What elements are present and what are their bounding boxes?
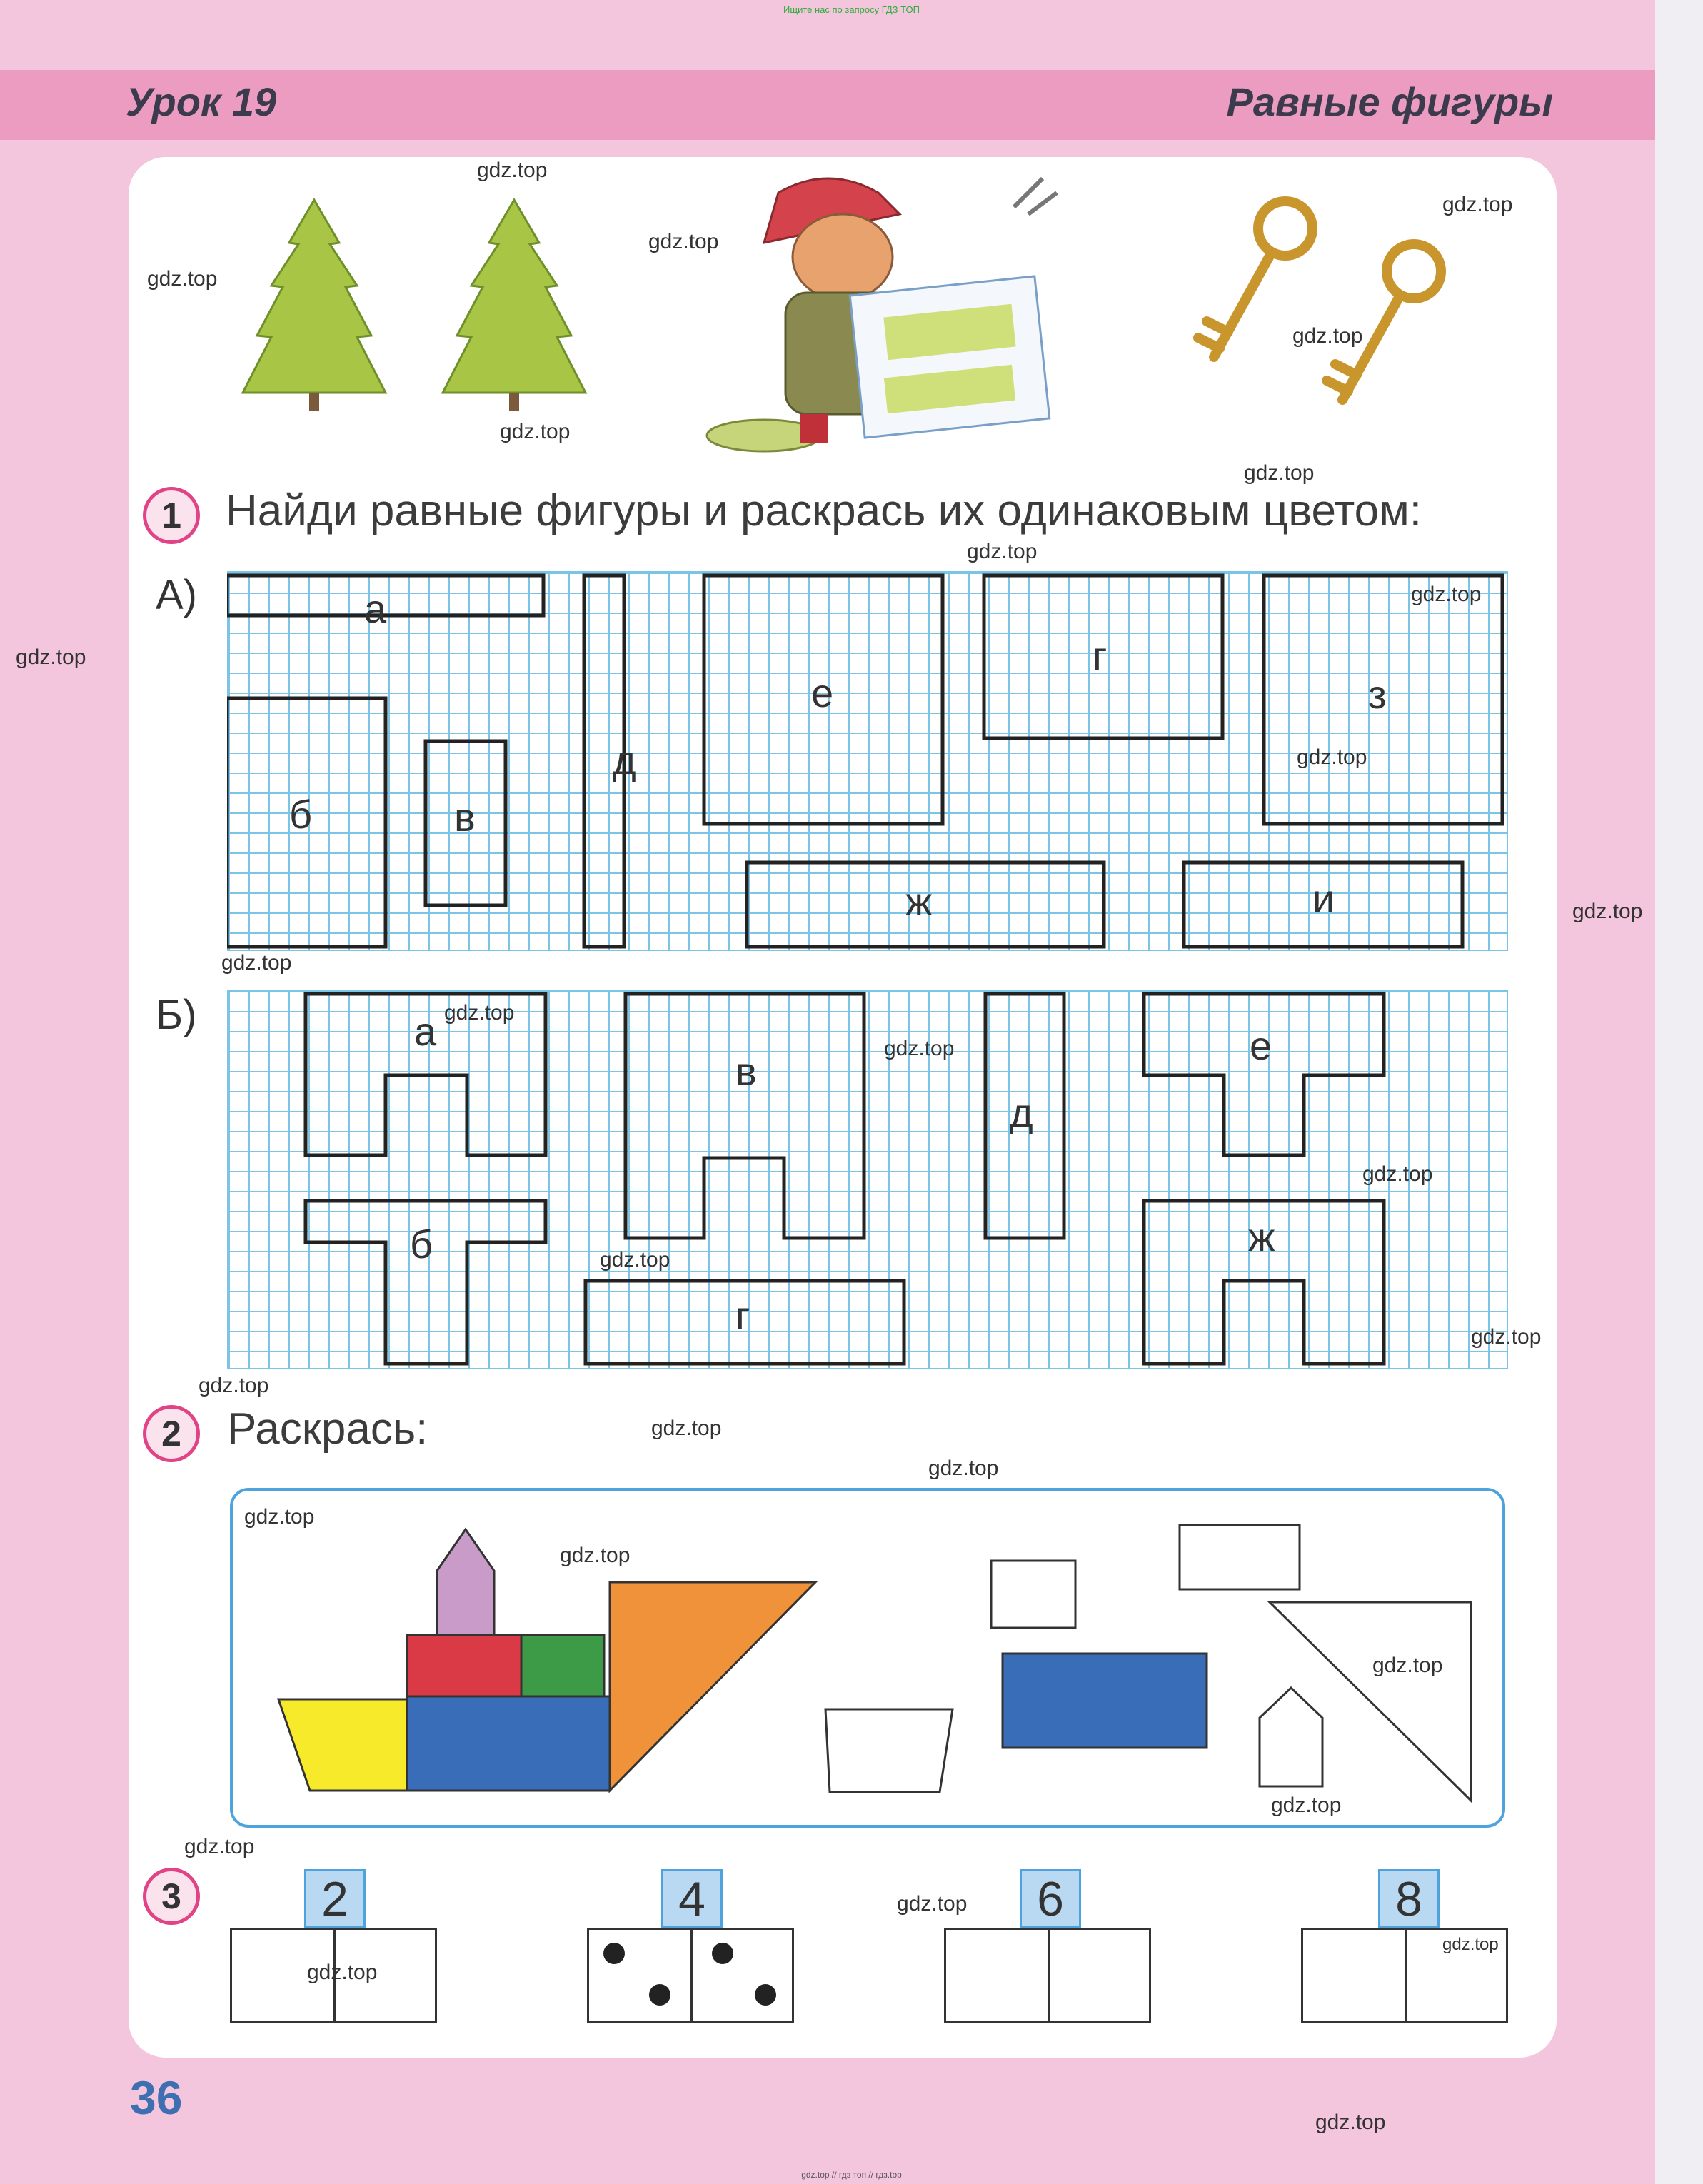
label-b-zh: ж (1248, 1214, 1275, 1259)
shape-b-e (1144, 994, 1384, 1155)
part-a-label: А) (156, 572, 197, 618)
watermark: gdz.top (1244, 461, 1315, 485)
bottom-note: gdz.top // гдз топ // гдз.top (801, 2170, 902, 2180)
watermark: gdz.top (1471, 1325, 1542, 1349)
blue-rect (1003, 1654, 1207, 1748)
watermark: gdz.top (221, 951, 292, 975)
outline-rect-small (991, 1561, 1075, 1628)
label-b-a: а (414, 1009, 437, 1054)
watermark: gdz.top (1411, 583, 1482, 606)
boat-green-block (521, 1635, 604, 1696)
label-a-zh: ж (905, 879, 933, 924)
watermark: gdz.top (1297, 745, 1367, 769)
watermark: gdz.top (651, 1416, 722, 1440)
label-b-v: в (735, 1049, 757, 1094)
label-a-v: в (454, 795, 476, 840)
watermark: gdz.top (1372, 1654, 1443, 1677)
label-a-d: д (613, 738, 636, 782)
watermark: gdz.top (1442, 1935, 1499, 1954)
page-edge (1655, 0, 1703, 2184)
domino-dot (755, 1984, 776, 2006)
watermark: gdz.top (928, 1456, 999, 1480)
boat-orange-sail (610, 1582, 815, 1791)
watermark: gdz.top (244, 1505, 315, 1529)
watermark: gdz.top (897, 1892, 968, 1916)
domino-dot (603, 1943, 625, 1964)
watermark: gdz.top (600, 1248, 670, 1272)
page-number: 36 (130, 2071, 183, 2124)
watermark: gdz.top (648, 230, 719, 253)
boat-blue-hull (407, 1696, 610, 1791)
label-a-z: з (1368, 672, 1387, 717)
boat-chimney (437, 1529, 494, 1635)
watermark: gdz.top (184, 1835, 255, 1858)
domino-4[interactable] (587, 1928, 794, 2023)
watermark: gdz.top (967, 540, 1038, 563)
lesson-title: Урок 19 (126, 79, 277, 124)
watermark: gdz.top (1271, 1793, 1342, 1817)
top-note: Ищите нас по запросу ГДЗ ТОП (783, 4, 920, 15)
gnome-tailor-illustration (643, 164, 1114, 464)
label-b-e: е (1250, 1023, 1272, 1068)
watermark: gdz.top (147, 267, 218, 291)
task2-text: Раскрась: (227, 1404, 428, 1454)
fir-tree-right (443, 200, 586, 411)
outline-house (1260, 1688, 1322, 1786)
keys-illustration (1171, 186, 1471, 443)
task3-number: 3 (143, 1868, 200, 1925)
label-a-g: г (1092, 633, 1107, 678)
watermark: gdz.top (1362, 1162, 1433, 1186)
watermark: gdz.top (477, 158, 548, 182)
label-a-e: е (811, 670, 834, 715)
boat-yellow-bow (278, 1699, 407, 1791)
fir-tree-left (243, 200, 386, 411)
number-box-2: 2 (304, 1869, 366, 1928)
watermark: gdz.top (500, 420, 571, 443)
label-b-b: б (410, 1222, 433, 1267)
label-b-d: д (1010, 1090, 1033, 1135)
domino-dot (649, 1984, 670, 2006)
watermark: gdz.top (1315, 2110, 1386, 2134)
label-a-b: б (289, 792, 313, 837)
watermark: gdz.top (307, 1961, 378, 1984)
watermark: gdz.top (16, 645, 86, 669)
fir-trees-illustration (214, 186, 614, 428)
number-box-6: 6 (1020, 1869, 1081, 1928)
outline-rect-wide (1180, 1525, 1300, 1589)
number-box-8: 8 (1378, 1869, 1440, 1928)
watermark: gdz.top (444, 1001, 515, 1025)
label-b-g: г (735, 1293, 750, 1338)
task2-shapes (233, 1491, 1497, 1819)
part-b-label: Б) (156, 992, 197, 1038)
label-a-a: а (364, 586, 387, 631)
watermark: gdz.top (884, 1037, 955, 1060)
task1-text: Найди равные фигуры и раскрась их одинаковым цветом: (226, 486, 1422, 535)
boat-red-block (407, 1635, 521, 1696)
watermark: gdz.top (1292, 324, 1363, 348)
outline-trapezoid (825, 1709, 953, 1792)
task1-number: 1 (143, 487, 200, 544)
number-box-4: 4 (661, 1869, 723, 1928)
domino-6[interactable] (944, 1928, 1151, 2023)
watermark: gdz.top (199, 1374, 269, 1397)
label-a-i: и (1312, 876, 1335, 921)
watermark: gdz.top (1572, 900, 1643, 923)
task2-number: 2 (143, 1405, 200, 1462)
watermark: gdz.top (560, 1544, 631, 1567)
watermark: gdz.top (1442, 193, 1513, 216)
shape-b-v (626, 994, 864, 1238)
domino-dot (712, 1943, 733, 1964)
page-title: Равные фигуры (1226, 79, 1553, 124)
